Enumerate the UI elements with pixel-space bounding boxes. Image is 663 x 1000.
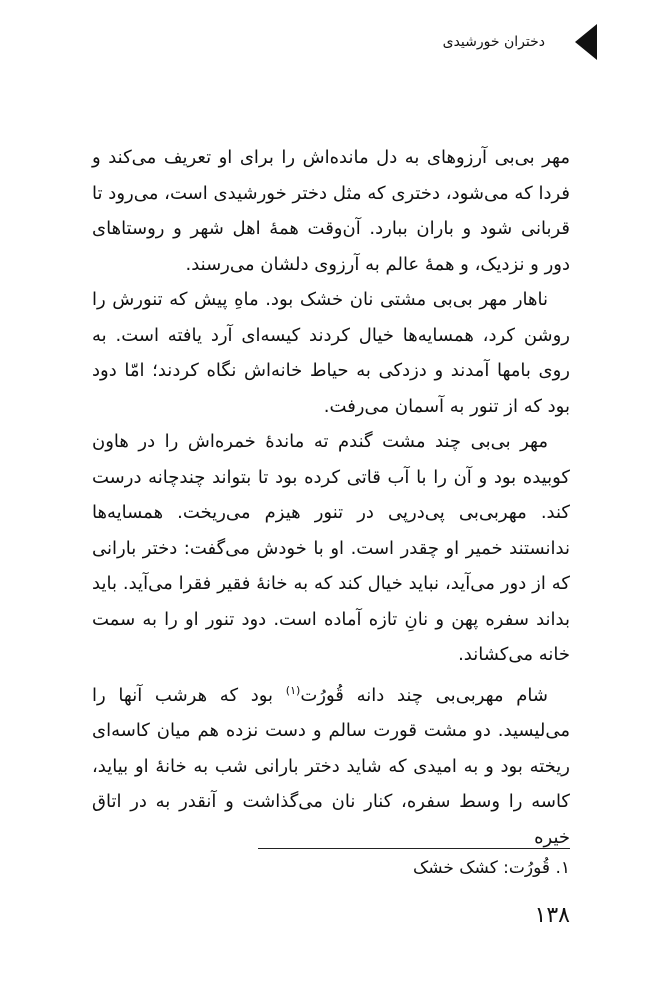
footnote-divider bbox=[258, 848, 570, 849]
paragraph-2: ناهار مهر بی‌بی مشتی نان خشک بود. ماهِ پیش که تنورش را روشن کرد، همسایه‌ها خیال کردند کیسه‌ای آرد یافته است. به روی بامها آمدند و دزدکی به حیاط خانه‌اش نگاه کردند؛ امّا دود بود که از تنور به آسمان می‌رفت. bbox=[92, 289, 570, 417]
footnote-marker: (۱) bbox=[285, 683, 301, 697]
footnote: ۱. قُورُت: کشک خشک bbox=[413, 858, 570, 878]
body-text bbox=[92, 140, 570, 855]
page-number: ۱۳۸ bbox=[534, 903, 570, 928]
paragraph-3: مهر بی‌بی چند مشت گندم ته ماندهٔ خمره‌اش را در هاون کوبیده بود و آن را با آب قاتی کرده بود تا بتواند چندچانه درست کند. مهربی‌بی پی‌درپی در تنور هیزم می‌ریخت. همسایه‌ها ندانستند خمیر او چقدر است. او با خودش می‌گفت: دختر بارانی که از دور می‌آید، نباید خیال کند که به خانهٔ فقیر فقرا می‌آید. باید بداند سفره پهن و نانِ تازه آماده است. دود تنور او را به سمت خانه می‌کشاند. bbox=[92, 431, 570, 665]
paragraph-4 bbox=[92, 673, 570, 856]
paragraph-4-text: شام مهربی‌بی چند دانه قُورُت$^{(۱)}$ بود که هرشب آنها را می‌لیسید. دو مشت قورت سالم و دست نزده هم میان کاسه‌ای ریخته بود و به امیدی که شاید دختر بارانی شب به خانهٔ او بیاید، کاسه را وسط سفره، کنار نان می‌گذاشت و آنقدر به در اتاق خیره bbox=[92, 683, 570, 848]
running-title: دختران خورشیدی bbox=[442, 34, 545, 50]
paragraph-1: مهر بی‌بی آرزوهای به دل مانده‌اش را برای او تعریف می‌کند و فردا که می‌شود، دختری که مثل دختر خورشیدی است، می‌رود تا قربانی شود و باران ببارد. آن‌وقت همهٔ اهل شهر و روستاهای دور و نزدیک، و همهٔ عالم به آرزوی دلشان می‌رسند. bbox=[92, 147, 570, 275]
